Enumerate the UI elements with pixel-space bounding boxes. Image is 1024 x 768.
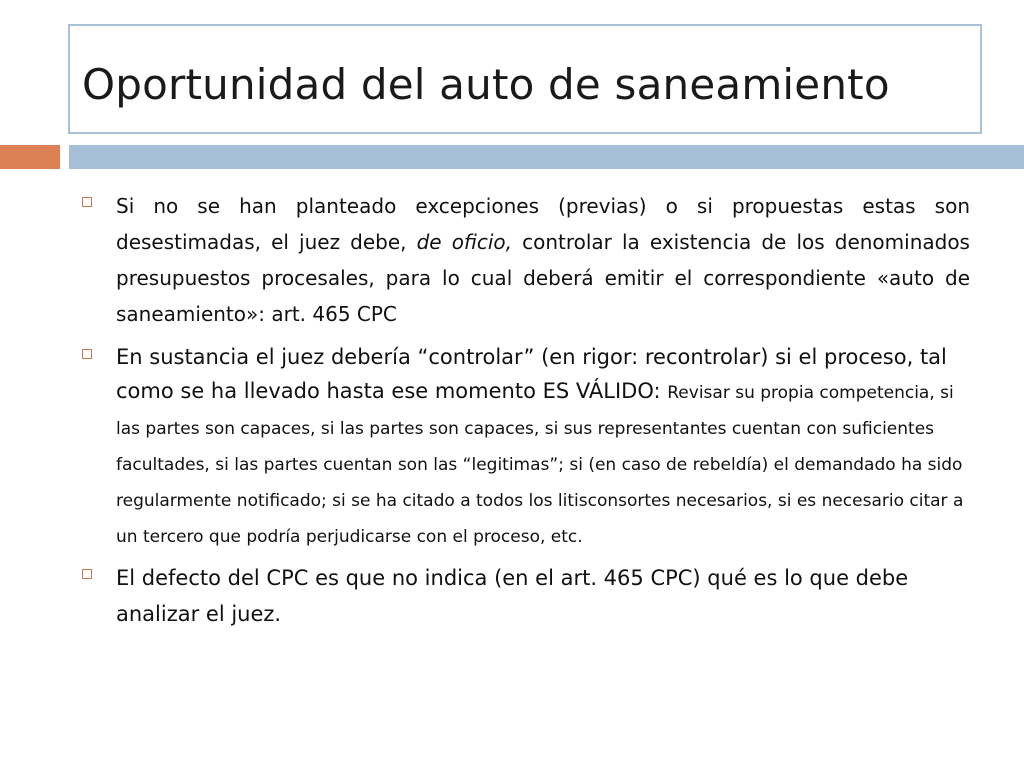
bullet-text-lead: En sustancia el juez debería “controlar” (en rigor: recontrolar) si el proceso, tal como se ha llevado hasta ese momento ES VÁLIDO: — [116, 345, 947, 403]
title-box — [68, 24, 982, 134]
bullet-text-part: Si no se han planteado excepciones (previas) o si propuestas estas son desestimadas, el juez debe, — [116, 194, 970, 254]
slide-content — [82, 188, 970, 632]
bullet-text — [116, 340, 970, 554]
square-bullet-icon — [82, 349, 92, 359]
accent-band-blue — [69, 145, 1024, 169]
bullet-text-detail: Revisar su propia competencia, si las partes son capaces, si las partes son capaces, si sus representantes cuentan con suficientes facultades, si las partes cuentan son las “legitimas”; si (en caso de rebeldía) el demandado ha sido regularmente notificado; si se ha citado a todos los litisconsortes necesarios, si es necesario citar a un tercero que podría perjudicarse con el proceso, etc. — [116, 383, 964, 547]
bullet-text: El defecto del CPC es que no indica (en el art. 465 CPC) qué es lo que debe analizar el juez. — [116, 566, 909, 626]
bullet-item — [82, 340, 970, 554]
accent-band-orange — [0, 145, 60, 169]
bullet-item — [82, 188, 970, 332]
square-bullet-icon — [82, 569, 92, 579]
bullet-text-italic: de oficio, — [416, 230, 512, 254]
bullet-text — [116, 188, 970, 332]
bullet-text-part: controlar la existencia de los denominados presupuestos procesales, para lo cual deberá emitir el correspondiente «auto de saneamiento»: art. 465 CPC — [116, 230, 970, 326]
square-bullet-icon — [82, 197, 92, 207]
bullet-item — [82, 560, 970, 632]
slide-title: Oportunidad del auto de saneamiento — [82, 60, 890, 109]
